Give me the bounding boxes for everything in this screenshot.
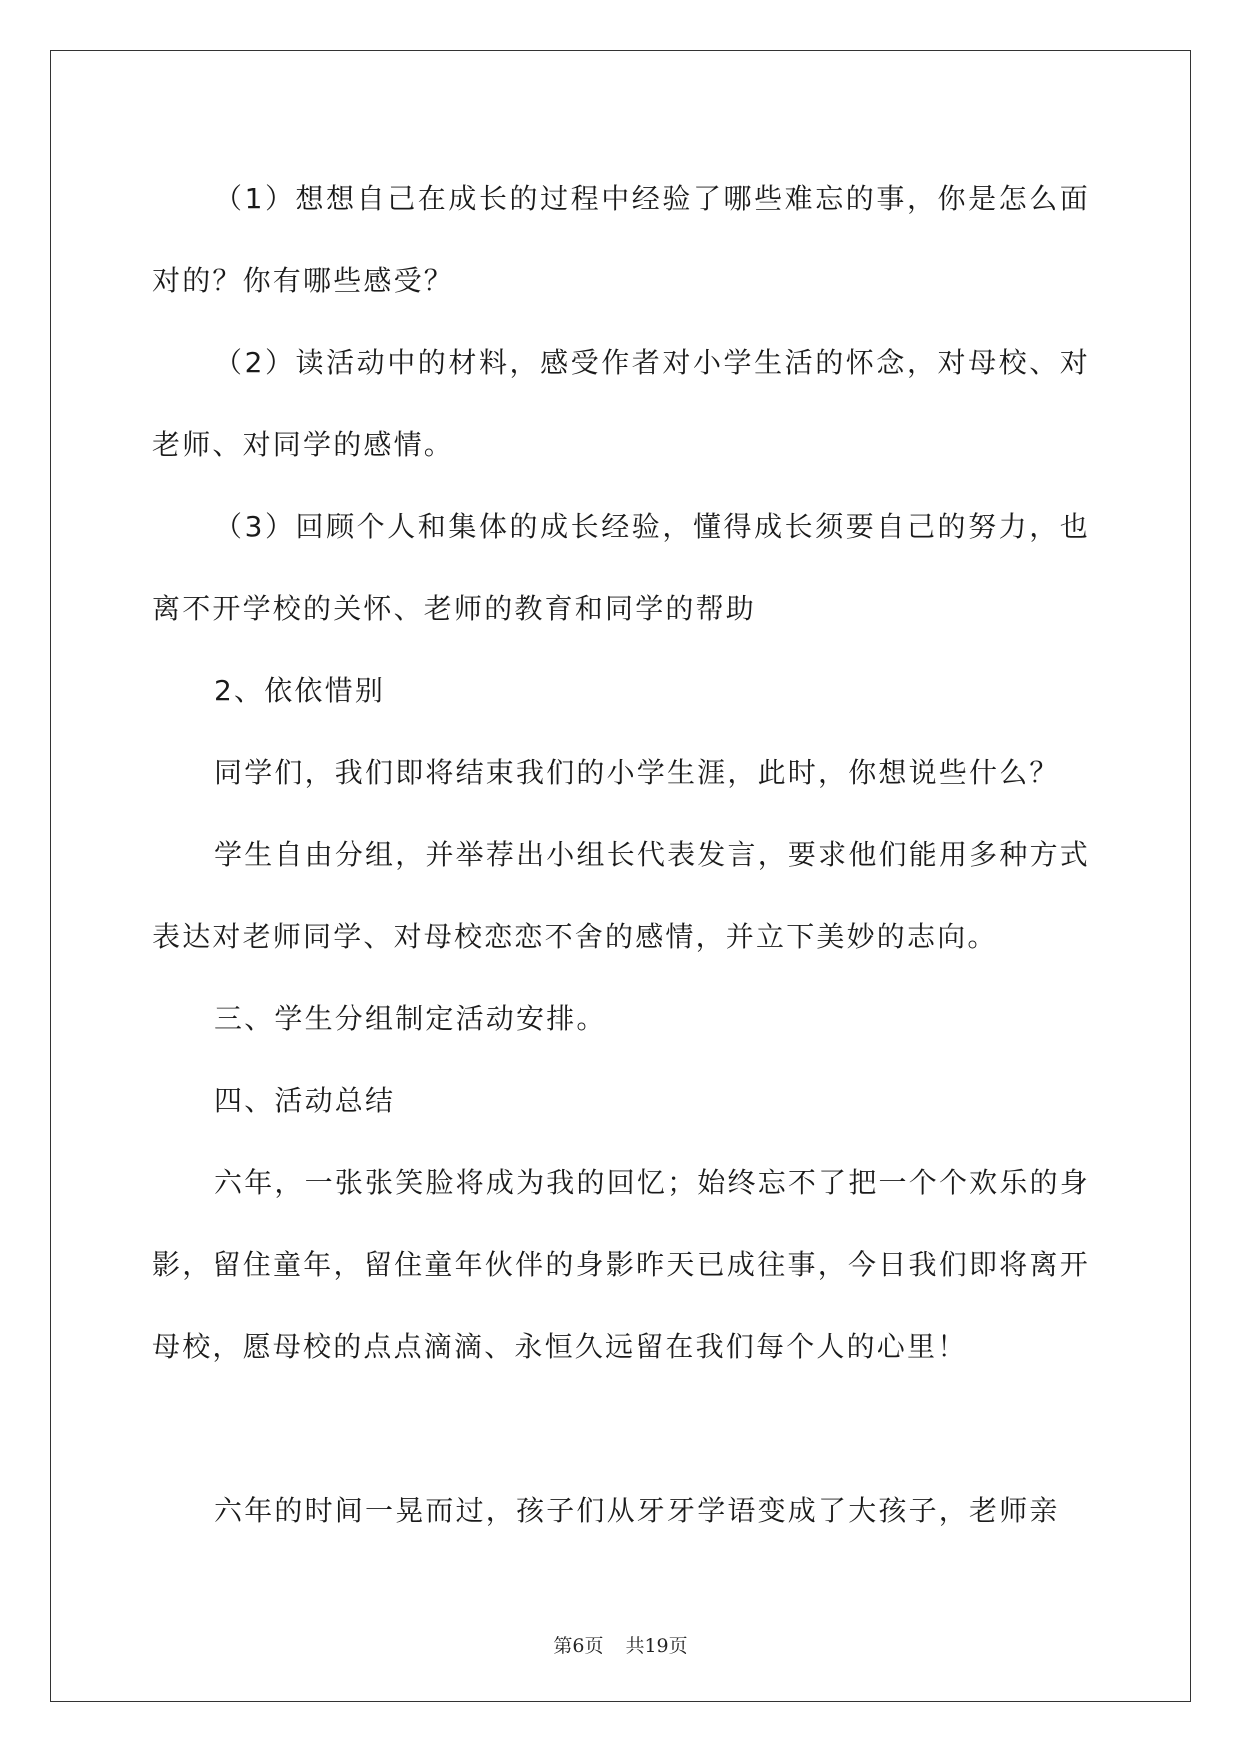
paragraph-question: 同学们，我们即将结束我们的小学生涯，此时，你想说些什么？ [214,756,1060,789]
document-body [152,158,1090,1552]
paragraph-item-1: （1）想想自己在成长的过程中经验了哪些难忘的事，你是怎么面对的？你有哪些感受？ [152,182,1090,297]
page-footer [0,1631,1241,1658]
paragraph-group-speech: 学生自由分组，并举荐出小组长代表发言，要求他们能用多种方式表达对老师同学、对母校恋恋不舍的感情，并立下美妙的志向。 [152,838,1090,953]
paragraph-gap [152,1388,1090,1470]
section-heading-summary: 四、活动总结 [214,1084,396,1117]
page-number: 第6页 [553,1635,604,1657]
paragraph-item-2: （2）读活动中的材料，感受作者对小学生活的怀念，对母校、对老师、对同学的感情。 [152,346,1090,461]
page-total: 共19页 [625,1635,688,1657]
paragraph-summary: 六年，一张张笑脸将成为我的回忆；始终忘不了把一个个欢乐的身影，留住童年，留住童年伙伴的身影昨天已成往事，今日我们即将离开母校，愿母校的点点滴滴、永恒久远留在我们每个人的心里！ [152,1166,1090,1363]
section-heading-farewell: 2、依依惜别 [214,674,386,707]
section-heading-plan: 三、学生分组制定活动安排。 [214,1002,607,1035]
paragraph-six-years: 六年的时间一晃而过，孩子们从牙牙学语变成了大孩子，老师亲 [214,1494,1060,1527]
paragraph-item-3: （3）回顾个人和集体的成长经验，懂得成长须要自己的努力，也离不开学校的关怀、老师的教育和同学的帮助 [152,510,1090,625]
